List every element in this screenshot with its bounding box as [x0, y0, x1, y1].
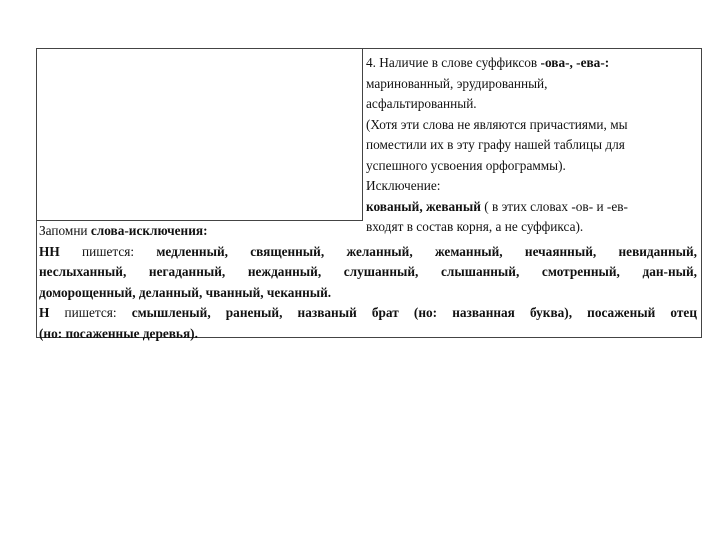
- exception-words: кованый, жеваный: [366, 198, 481, 214]
- exception-note: ( в этих словах -ов- и -ев-: [480, 198, 628, 214]
- n-line: [39, 324, 697, 345]
- exception-note: входят в состав корня, а не суффикса).: [366, 219, 584, 234]
- remember-title: слова-исключения:: [90, 223, 208, 238]
- remember-prefix: Запомни: [39, 223, 91, 238]
- nn-line: [39, 242, 697, 263]
- nn-words: неслыханный, негаданный, нежданный, слушанный, слышанный, смотренный, дан-ный,: [39, 264, 697, 279]
- rule-heading: [366, 53, 699, 74]
- exception-label: Исключение:: [366, 178, 441, 193]
- nn-words: медленный, священный, желанный, жеманный, нечаянный, невиданный,: [156, 243, 697, 259]
- n-words: смышленый, раненый, названый брат (но: названная буква), посаженый отец: [131, 305, 697, 320]
- rules-table: [36, 48, 702, 341]
- suffix-rule-cell: [364, 49, 701, 234]
- examples-line: маринованный, эрудированный,: [366, 75, 548, 91]
- n-words: (но: посаженные деревья).: [39, 325, 198, 341]
- nn-label: НН: [39, 243, 60, 259]
- n-label: Н: [39, 305, 50, 320]
- exceptions-cell: [37, 221, 701, 344]
- note-line: поместили их в эту графу нашей таблицы для: [366, 137, 625, 152]
- nn-intro: пишется:: [59, 243, 157, 259]
- nn-line: [39, 283, 697, 304]
- exception-line: [366, 197, 699, 218]
- rule-heading-text: 4. Наличие в слове суффиксов: [366, 55, 541, 70]
- note-line: успешного усвоения орфограммы).: [366, 157, 566, 173]
- note-line: (Хотя эти слова не являются причастиями, мы: [366, 116, 628, 132]
- n-intro: пишется:: [49, 305, 132, 320]
- empty-left-cell: [37, 49, 363, 221]
- rule-suffixes: -ова-, -ева-:: [540, 55, 610, 70]
- remember-line: [39, 221, 697, 242]
- n-line: [39, 303, 697, 324]
- examples-line: асфальтированный.: [366, 96, 477, 111]
- nn-line: [39, 262, 697, 283]
- nn-words: доморощенный, деланный, чванный, чеканный.: [39, 284, 332, 300]
